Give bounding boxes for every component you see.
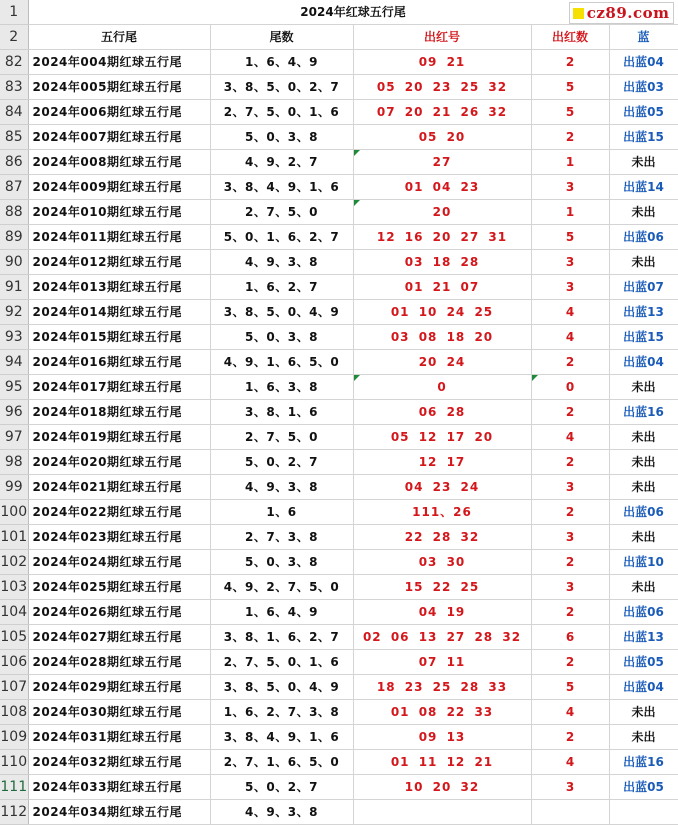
cell-blue[interactable]: [609, 800, 678, 825]
cell-blue[interactable]: 未出: [609, 375, 678, 400]
cell-weishu[interactable]: 1、6: [210, 500, 353, 525]
cell-weishu[interactable]: 2、7、5、0、1、6: [210, 100, 353, 125]
cell-weishu[interactable]: 3、8、5、0、4、9: [210, 300, 353, 325]
table-row: [0, 575, 678, 600]
cell-red-numbers[interactable]: 04 23 24: [353, 475, 531, 500]
cell-blue[interactable]: 出蓝15: [609, 125, 678, 150]
cell-red-numbers[interactable]: [353, 200, 531, 225]
table-row: [0, 50, 678, 75]
row-header[interactable]: 107: [0, 675, 28, 700]
cell-red-count[interactable]: 3: [531, 775, 609, 800]
cell-red-numbers[interactable]: 04 19: [353, 600, 531, 625]
header-red-numbers[interactable]: 出红号: [353, 25, 531, 50]
cell-red-numbers[interactable]: [353, 800, 531, 825]
cell-red-count[interactable]: 4: [531, 325, 609, 350]
cell-weishu[interactable]: 4、9、2、7: [210, 150, 353, 175]
cell-weishu[interactable]: 4、9、3、8: [210, 475, 353, 500]
cell-red-count[interactable]: 3: [531, 575, 609, 600]
cell-red-numbers[interactable]: 01 21 07: [353, 275, 531, 300]
table-row: [0, 200, 678, 225]
row-header[interactable]: 92: [0, 300, 28, 325]
cell-wuxingwei[interactable]: 2024年028期红球五行尾: [28, 650, 210, 675]
cell-weishu[interactable]: 1、6、2、7、3、8: [210, 700, 353, 725]
cell-blue[interactable]: 未出: [609, 450, 678, 475]
row-header[interactable]: 2: [0, 25, 28, 50]
cell-red-count[interactable]: 3: [531, 525, 609, 550]
row-header[interactable]: 88: [0, 200, 28, 225]
cell-weishu[interactable]: 5、0、2、7: [210, 775, 353, 800]
cell-red-count[interactable]: 2: [531, 450, 609, 475]
cell-blue[interactable]: 出蓝13: [609, 300, 678, 325]
cell-red-count[interactable]: 2: [531, 125, 609, 150]
cell-wuxingwei[interactable]: 2024年031期红球五行尾: [28, 725, 210, 750]
cell-red-count[interactable]: 3: [531, 275, 609, 300]
row-header[interactable]: 84: [0, 100, 28, 125]
cell-weishu[interactable]: 3、8、1、6、2、7: [210, 625, 353, 650]
cell-wuxingwei[interactable]: 2024年009期红球五行尾: [28, 175, 210, 200]
cell-wuxingwei[interactable]: 2024年033期红球五行尾: [28, 775, 210, 800]
cell-blue[interactable]: 出蓝16: [609, 750, 678, 775]
cell-red-numbers-text: 27: [432, 154, 452, 169]
table-row: [0, 750, 678, 775]
cell-blue[interactable]: 出蓝04: [609, 350, 678, 375]
cell-wuxingwei[interactable]: 2024年005期红球五行尾: [28, 75, 210, 100]
cell-blue[interactable]: 出蓝06: [609, 600, 678, 625]
cell-red-count[interactable]: 4: [531, 700, 609, 725]
cell-wuxingwei[interactable]: 2024年010期红球五行尾: [28, 200, 210, 225]
header-red-count[interactable]: 出红数: [531, 25, 609, 50]
table-row: [0, 225, 678, 250]
row-header[interactable]: 83: [0, 75, 28, 100]
cell-weishu[interactable]: 5、0、2、7: [210, 450, 353, 475]
cell-red-count[interactable]: 2: [531, 725, 609, 750]
cell-weishu[interactable]: 3、8、4、9、1、6: [210, 175, 353, 200]
row-header[interactable]: 82: [0, 50, 28, 75]
cell-wuxingwei[interactable]: 2024年006期红球五行尾: [28, 100, 210, 125]
cell-red-numbers[interactable]: 01 11 12 21: [353, 750, 531, 775]
cell-weishu[interactable]: 2、7、3、8: [210, 525, 353, 550]
table-row: [0, 650, 678, 675]
cell-red-count[interactable]: 4: [531, 425, 609, 450]
cell-red-count[interactable]: 4: [531, 750, 609, 775]
cell-comment-marker-icon: [354, 150, 360, 156]
cell-red-numbers-text: 20: [432, 204, 452, 219]
cell-wuxingwei[interactable]: 2024年026期红球五行尾: [28, 600, 210, 625]
header-blue[interactable]: 蓝: [609, 25, 678, 50]
cell-blue[interactable]: 出蓝04: [609, 50, 678, 75]
row-header[interactable]: 95: [0, 375, 28, 400]
cell-weishu[interactable]: 3、8、4、9、1、6: [210, 725, 353, 750]
cell-red-numbers[interactable]: 12 17: [353, 450, 531, 475]
cell-wuxingwei[interactable]: 2024年030期红球五行尾: [28, 700, 210, 725]
cell-blue[interactable]: 未出: [609, 725, 678, 750]
cell-weishu[interactable]: 3、8、1、6: [210, 400, 353, 425]
row-header[interactable]: 104: [0, 600, 28, 625]
row-header[interactable]: 1: [0, 0, 28, 25]
table-row: [0, 100, 678, 125]
cell-wuxingwei[interactable]: 2024年017期红球五行尾: [28, 375, 210, 400]
header-wuxingwei[interactable]: 五行尾: [28, 25, 210, 50]
cell-blue[interactable]: 出蓝05: [609, 775, 678, 800]
sheet-title: 2024年红球五行尾: [300, 4, 406, 19]
cell-red-count[interactable]: 3: [531, 475, 609, 500]
row-header[interactable]: 109: [0, 725, 28, 750]
cell-red-numbers[interactable]: [353, 375, 531, 400]
row-header[interactable]: 97: [0, 425, 28, 450]
cell-red-numbers[interactable]: 07 20 21 26 32: [353, 100, 531, 125]
cell-red-count[interactable]: 2: [531, 550, 609, 575]
table-row: [0, 125, 678, 150]
cell-wuxingwei[interactable]: 2024年013期红球五行尾: [28, 275, 210, 300]
cell-blue[interactable]: 未出: [609, 525, 678, 550]
cell-red-count[interactable]: 5: [531, 100, 609, 125]
cell-red-count[interactable]: 1: [531, 150, 609, 175]
cell-wuxingwei[interactable]: 2024年020期红球五行尾: [28, 450, 210, 475]
table-row: [0, 325, 678, 350]
cell-wuxingwei[interactable]: 2024年029期红球五行尾: [28, 675, 210, 700]
cell-blue[interactable]: 出蓝05: [609, 100, 678, 125]
cell-red-count[interactable]: 3: [531, 250, 609, 275]
table-row: [0, 400, 678, 425]
cell-red-count[interactable]: [531, 375, 609, 400]
cell-wuxingwei[interactable]: 2024年034期红球五行尾: [28, 800, 210, 825]
cell-blue[interactable]: 未出: [609, 150, 678, 175]
cell-comment-marker-icon: [354, 375, 360, 381]
row-header[interactable]: 86: [0, 150, 28, 175]
cell-red-numbers[interactable]: 01 04 23: [353, 175, 531, 200]
cell-weishu[interactable]: 1、6、2、7: [210, 275, 353, 300]
cell-red-numbers[interactable]: 09 13: [353, 725, 531, 750]
cell-red-count[interactable]: 1: [531, 200, 609, 225]
cell-red-numbers[interactable]: 05 20: [353, 125, 531, 150]
cell-wuxingwei[interactable]: 2024年007期红球五行尾: [28, 125, 210, 150]
row-header[interactable]: 110: [0, 750, 28, 775]
sheet-title-cell[interactable]: [28, 0, 678, 25]
cell-red-numbers[interactable]: 03 18 28: [353, 250, 531, 275]
table-row: [0, 300, 678, 325]
cell-red-numbers[interactable]: 06 28: [353, 400, 531, 425]
row-header[interactable]: 112: [0, 800, 28, 825]
logo-text: cz89.com: [586, 3, 670, 22]
cell-wuxingwei[interactable]: 2024年011期红球五行尾: [28, 225, 210, 250]
cell-blue[interactable]: 未出: [609, 700, 678, 725]
cell-weishu[interactable]: 5、0、3、8: [210, 325, 353, 350]
cell-red-numbers[interactable]: 20 24: [353, 350, 531, 375]
row-header[interactable]: 101: [0, 525, 28, 550]
table-row: [0, 500, 678, 525]
cell-weishu[interactable]: 4、9、3、8: [210, 250, 353, 275]
cell-red-numbers[interactable]: 03 30: [353, 550, 531, 575]
row-header[interactable]: 96: [0, 400, 28, 425]
row-header[interactable]: 102: [0, 550, 28, 575]
cell-red-count[interactable]: 4: [531, 300, 609, 325]
cell-weishu[interactable]: 5、0、3、8: [210, 125, 353, 150]
row-header[interactable]: 91: [0, 275, 28, 300]
table-row: [0, 350, 678, 375]
table-row: [0, 150, 678, 175]
cell-red-count-text: 0: [565, 379, 575, 394]
table-row: [0, 725, 678, 750]
cell-weishu[interactable]: 2、7、5、0: [210, 425, 353, 450]
table-row: [0, 550, 678, 575]
cell-weishu[interactable]: 5、0、3、8: [210, 550, 353, 575]
cell-weishu[interactable]: 3、8、5、0、4、9: [210, 675, 353, 700]
cell-wuxingwei[interactable]: 2024年021期红球五行尾: [28, 475, 210, 500]
table-row: [0, 625, 678, 650]
table-row: [0, 525, 678, 550]
cell-red-count[interactable]: 3: [531, 175, 609, 200]
cell-blue[interactable]: 未出: [609, 475, 678, 500]
cell-red-numbers[interactable]: 01 08 22 33: [353, 700, 531, 725]
cell-blue[interactable]: 出蓝07: [609, 275, 678, 300]
table-row: [0, 250, 678, 275]
table-row: [0, 475, 678, 500]
cell-red-numbers[interactable]: 09 21: [353, 50, 531, 75]
cell-blue[interactable]: 出蓝10: [609, 550, 678, 575]
row-header[interactable]: 87: [0, 175, 28, 200]
cell-wuxingwei[interactable]: 2024年019期红球五行尾: [28, 425, 210, 450]
cell-red-count[interactable]: 2: [531, 650, 609, 675]
cell-comment-marker-icon: [532, 375, 538, 381]
table-row: [0, 75, 678, 100]
row-header[interactable]: 90: [0, 250, 28, 275]
row-header[interactable]: 85: [0, 125, 28, 150]
cell-blue[interactable]: 未出: [609, 200, 678, 225]
cell-weishu[interactable]: 4、9、1、6、5、0: [210, 350, 353, 375]
cell-red-numbers[interactable]: 18 23 25 28 33: [353, 675, 531, 700]
cell-red-count[interactable]: 2: [531, 50, 609, 75]
cell-weishu[interactable]: 5、0、1、6、2、7: [210, 225, 353, 250]
cell-blue[interactable]: 出蓝05: [609, 650, 678, 675]
cell-red-numbers[interactable]: 15 22 25: [353, 575, 531, 600]
cell-red-count[interactable]: 5: [531, 225, 609, 250]
cell-comment-marker-icon: [354, 200, 360, 206]
title-row: [0, 0, 678, 25]
header-row: [0, 25, 678, 50]
cell-red-numbers[interactable]: 05 20 23 25 32: [353, 75, 531, 100]
cell-wuxingwei[interactable]: 2024年018期红球五行尾: [28, 400, 210, 425]
cell-red-count[interactable]: 2: [531, 400, 609, 425]
cell-blue[interactable]: 出蓝06: [609, 500, 678, 525]
row-header[interactable]: 108: [0, 700, 28, 725]
cell-red-numbers[interactable]: [353, 150, 531, 175]
row-header[interactable]: 98: [0, 450, 28, 475]
cell-weishu[interactable]: 2、7、5、0、1、6: [210, 650, 353, 675]
header-weishu[interactable]: 尾数: [210, 25, 353, 50]
cell-blue[interactable]: 出蓝13: [609, 625, 678, 650]
cell-red-numbers[interactable]: 12 16 20 27 31: [353, 225, 531, 250]
cell-red-numbers[interactable]: 10 20 32: [353, 775, 531, 800]
table-row: [0, 675, 678, 700]
table-row: [0, 775, 678, 800]
cell-wuxingwei[interactable]: 2024年024期红球五行尾: [28, 550, 210, 575]
cell-wuxingwei[interactable]: 2024年022期红球五行尾: [28, 500, 210, 525]
cell-weishu[interactable]: 1、6、4、9: [210, 50, 353, 75]
cell-weishu[interactable]: 3、8、5、0、2、7: [210, 75, 353, 100]
row-header[interactable]: 93: [0, 325, 28, 350]
cell-wuxingwei[interactable]: 2024年025期红球五行尾: [28, 575, 210, 600]
logo-square-icon: [573, 8, 584, 19]
row-header[interactable]: 106: [0, 650, 28, 675]
cell-red-count[interactable]: 2: [531, 600, 609, 625]
row-header[interactable]: 100: [0, 500, 28, 525]
cell-weishu[interactable]: 2、7、5、0: [210, 200, 353, 225]
cell-weishu[interactable]: 2、7、1、6、5、0: [210, 750, 353, 775]
cell-red-count[interactable]: 5: [531, 75, 609, 100]
cell-wuxingwei[interactable]: 2024年014期红球五行尾: [28, 300, 210, 325]
cell-wuxingwei[interactable]: 2024年032期红球五行尾: [28, 750, 210, 775]
cell-weishu[interactable]: 1、6、4、9: [210, 600, 353, 625]
cell-red-numbers[interactable]: 02 06 13 27 28 32: [353, 625, 531, 650]
cell-blue[interactable]: 未出: [609, 250, 678, 275]
cell-red-numbers[interactable]: 05 12 17 20: [353, 425, 531, 450]
cell-red-numbers[interactable]: 111、26: [353, 500, 531, 525]
cell-blue[interactable]: 未出: [609, 425, 678, 450]
cell-wuxingwei[interactable]: 2024年016期红球五行尾: [28, 350, 210, 375]
cell-wuxingwei[interactable]: 2024年015期红球五行尾: [28, 325, 210, 350]
site-logo: [569, 2, 674, 24]
table-row: [0, 275, 678, 300]
cell-blue[interactable]: 出蓝03: [609, 75, 678, 100]
cell-red-numbers-text: 0: [437, 379, 447, 394]
cell-wuxingwei[interactable]: 2024年008期红球五行尾: [28, 150, 210, 175]
cell-weishu[interactable]: 4、9、3、8: [210, 800, 353, 825]
table-row: [0, 375, 678, 400]
cell-red-numbers[interactable]: 07 11: [353, 650, 531, 675]
cell-red-numbers[interactable]: 01 10 24 25: [353, 300, 531, 325]
table-row: [0, 425, 678, 450]
cell-wuxingwei[interactable]: 2024年004期红球五行尾: [28, 50, 210, 75]
row-header[interactable]: 105: [0, 625, 28, 650]
cell-wuxingwei[interactable]: 2024年023期红球五行尾: [28, 525, 210, 550]
row-header[interactable]: 99: [0, 475, 28, 500]
cell-blue[interactable]: 出蓝16: [609, 400, 678, 425]
cell-blue[interactable]: 未出: [609, 575, 678, 600]
cell-wuxingwei[interactable]: 2024年012期红球五行尾: [28, 250, 210, 275]
table-row: [0, 800, 678, 825]
row-header[interactable]: 89: [0, 225, 28, 250]
cell-blue[interactable]: 出蓝14: [609, 175, 678, 200]
cell-red-numbers[interactable]: 22 28 32: [353, 525, 531, 550]
cell-wuxingwei[interactable]: 2024年027期红球五行尾: [28, 625, 210, 650]
row-header[interactable]: 94: [0, 350, 28, 375]
cell-red-count[interactable]: 2: [531, 500, 609, 525]
cell-blue[interactable]: 出蓝06: [609, 225, 678, 250]
table-row: [0, 600, 678, 625]
cell-weishu[interactable]: 1、6、3、8: [210, 375, 353, 400]
cell-weishu[interactable]: 4、9、2、7、5、0: [210, 575, 353, 600]
cell-red-count[interactable]: [531, 800, 609, 825]
row-header[interactable]: 103: [0, 575, 28, 600]
table-row: [0, 450, 678, 475]
cell-red-numbers[interactable]: 03 08 18 20: [353, 325, 531, 350]
cell-red-count[interactable]: 6: [531, 625, 609, 650]
cell-blue[interactable]: 出蓝15: [609, 325, 678, 350]
table-row: [0, 175, 678, 200]
table-row: [0, 700, 678, 725]
cell-blue[interactable]: 出蓝04: [609, 675, 678, 700]
cell-red-count[interactable]: 2: [531, 350, 609, 375]
cell-red-count[interactable]: 5: [531, 675, 609, 700]
row-header[interactable]: 111: [0, 775, 28, 800]
